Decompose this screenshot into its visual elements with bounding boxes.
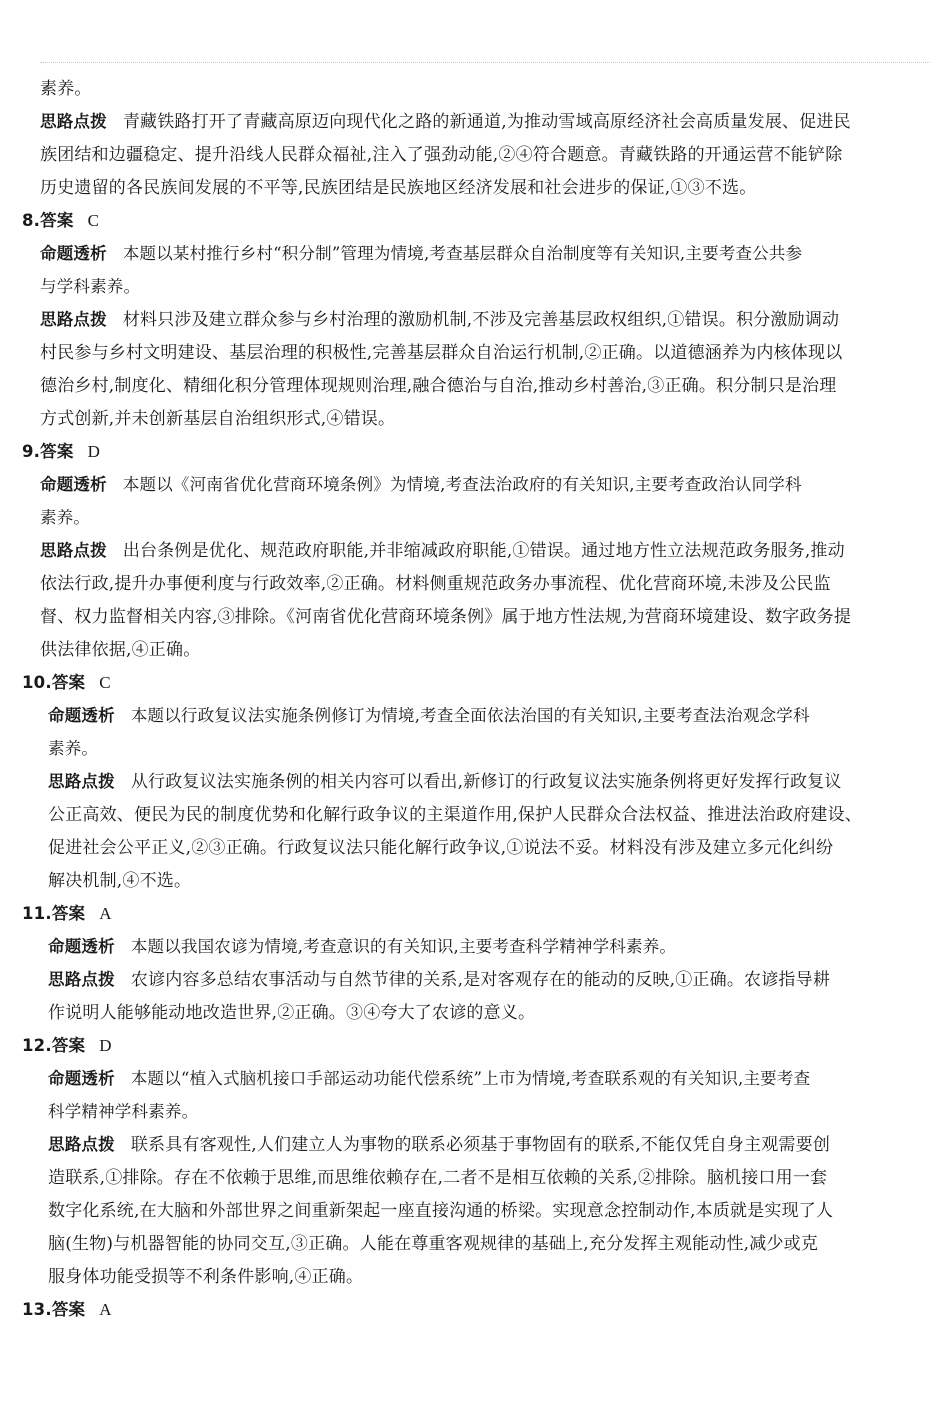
thinking-line — [40, 177, 930, 199]
paragraph-line: 素养。 — [40, 79, 92, 99]
intent-line — [48, 1101, 930, 1123]
thinking-line — [48, 1266, 930, 1288]
answer-header — [22, 903, 912, 925]
paragraph-line: 本题以行政复议法实施条例修订为情境,考查全面依法治国的有关知识,主要考查法治观念学科 — [130, 706, 810, 725]
question-number: 12. — [22, 1036, 52, 1055]
intent-label: 命题透析 — [48, 937, 115, 956]
answer-choice: C — [99, 673, 111, 692]
thinking-line — [40, 606, 930, 628]
answer-header — [22, 1299, 912, 1321]
paragraph-line: 造联系,①排除。存在不依赖于思维,而思维依赖存在,二者不是相互依赖的关系,②排除。脑机接口用一套 — [48, 1168, 828, 1188]
intent-line — [40, 507, 930, 529]
thinking-line — [48, 969, 930, 991]
paragraph-line: 方式创新,并未创新基层自治组织形式,④错误。 — [40, 409, 396, 429]
thinking-line — [48, 1134, 930, 1156]
intent-line — [48, 936, 930, 958]
paragraph-line: 本题以某村推行乡村“积分制”管理为情境,考查基层群众自治制度等有关知识,主要考查公共参 — [122, 244, 803, 263]
intent-label: 命题透析 — [48, 706, 115, 725]
paragraph-line: 数字化系统,在大脑和外部世界之间重新架起一座直接沟通的桥梁。实现意念控制动作,本质就是实现了人 — [48, 1201, 834, 1221]
paragraph-line: 服身体功能受损等不利条件影响,④正确。 — [48, 1267, 364, 1287]
thinking-line — [40, 540, 930, 562]
paragraph-line: 脑(生物)与机器智能的协同交互,③正确。人能在尊重客观规律的基础上,充分发挥主观能动性,减少或克 — [48, 1234, 819, 1254]
paragraph-line: 依法行政,提升办事便利度与行政效率,②正确。材料侧重规范政务办事流程、优化营商环境,未涉及公民监 — [40, 574, 831, 594]
intent-line — [48, 738, 930, 760]
paragraph-line: 农谚内容多总结农事活动与自然节律的关系,是对客观存在的能动的反映,①正确。农谚指导耕 — [130, 970, 831, 990]
thinking-line — [40, 111, 930, 133]
paragraph-line: 促进社会公平正义,②③正确。行政复议法只能化解行政争议,①说法不妥。材料没有涉及建立多元化纠纷 — [48, 838, 834, 858]
answer-label: 答案 — [51, 1036, 86, 1055]
intent-label: 命题透析 — [40, 244, 107, 263]
page-top-rule — [40, 62, 930, 67]
paragraph-line: 解决机制,④不选。 — [48, 871, 192, 891]
answer-choice: D — [87, 442, 101, 461]
paragraph-line: 素养。 — [48, 739, 99, 758]
question-number: 11. — [22, 904, 52, 923]
paragraph-line: 德治乡村,制度化、精细化积分管理体现规则治理,融合德治与自治,推动乡村善治,③正确。积分制只是治理 — [40, 376, 837, 396]
thinking-label: 思路点拨 — [48, 772, 115, 791]
answer-choice: D — [99, 1036, 112, 1055]
question-number: 9. — [22, 442, 41, 461]
paragraph-line: 出台条例是优化、规范政府职能,并非缩减政府职能,①错误。通过地方性立法规范政务服务,推动 — [122, 541, 845, 561]
thinking-line — [40, 639, 930, 661]
answer-header — [22, 441, 912, 463]
thinking-line — [40, 408, 930, 430]
answer-choice: C — [87, 211, 100, 230]
paragraph-line: 村民参与乡村文明建设、基层治理的积极性,完善基层群众自治运行机制,②正确。以道德涵养为内核体现以 — [40, 343, 843, 363]
question-number: 13. — [22, 1300, 52, 1319]
answer-choice: A — [99, 904, 112, 923]
answer-label: 答案 — [40, 211, 74, 230]
paragraph-line: 公正高效、便民为民的制度优势和化解行政争议的主渠道作用,保护人民群众合法权益、推进法治政府建设、 — [48, 805, 863, 825]
thinking-label: 思路点拨 — [48, 970, 115, 989]
thinking-line — [48, 837, 930, 859]
thinking-line — [40, 309, 930, 331]
answer-header — [22, 1035, 912, 1057]
paragraph-line: 作说明人能够能动地改造世界,②正确。③④夸大了农谚的意义。 — [48, 1003, 536, 1023]
paragraph-line: 从行政复议法实施条例的相关内容可以看出,新修订的行政复议法实施条例将更好发挥行政复议 — [130, 772, 842, 792]
thinking-label: 思路点拨 — [40, 310, 107, 329]
paragraph-line: 素养。 — [40, 508, 91, 527]
intent-line — [40, 243, 930, 265]
answer-header — [22, 210, 912, 232]
paragraph-line: 历史遗留的各民族间发展的不平等,民族团结是民族地区经济发展和社会进步的保证,①③不选。 — [40, 178, 757, 198]
thinking-line — [48, 1002, 930, 1024]
answer-label: 答案 — [40, 442, 74, 461]
thinking-line — [48, 1167, 930, 1189]
thinking-line — [48, 1200, 930, 1222]
paragraph-line: 科学精神学科素养。 — [48, 1102, 199, 1121]
answer-header — [22, 672, 912, 694]
paragraph-line: 青藏铁路打开了青藏高原迈向现代化之路的新通道,为推动雪域高原经济社会高质量发展、促进民 — [122, 112, 851, 132]
paragraph-line: 材料只涉及建立群众参与乡村治理的激励机制,不涉及完善基层政权组织,①错误。积分激励调动 — [122, 310, 840, 330]
intent-line — [40, 276, 930, 298]
paragraph-line: 供法律依据,④正确。 — [40, 640, 201, 660]
answer-choice: A — [99, 1300, 112, 1319]
thinking-label: 思路点拨 — [40, 112, 107, 131]
thinking-line — [48, 870, 930, 892]
intent-line — [48, 705, 930, 727]
intent-line — [40, 474, 930, 496]
paragraph-line: 本题以“植入式脑机接口手部运动功能代偿系统”上市为情境,考查联系观的有关知识,主要考查 — [130, 1069, 811, 1088]
thinking-line — [40, 375, 930, 397]
answer-label: 答案 — [51, 1300, 86, 1319]
thinking-line — [48, 804, 930, 826]
question-number: 8. — [22, 211, 41, 230]
thinking-label: 思路点拨 — [40, 541, 107, 560]
answer-label: 答案 — [51, 673, 86, 692]
thinking-line — [40, 144, 930, 166]
thinking-line — [40, 573, 930, 595]
paragraph-line: 与学科素养。 — [40, 277, 141, 296]
answer-label: 答案 — [51, 904, 86, 923]
thinking-label: 思路点拨 — [48, 1135, 115, 1154]
thinking-line — [48, 771, 930, 793]
continued-text — [40, 78, 930, 100]
paragraph-line: 联系具有客观性,人们建立人为事物的联系必须基于事物固有的联系,不能仅凭自身主观需要创 — [130, 1135, 831, 1155]
paragraph-line: 督、权力监督相关内容,③排除。《河南省优化营商环境条例》属于地方性法规,为营商环境建设、数字政务提 — [40, 607, 852, 627]
thinking-line — [48, 1233, 930, 1255]
paragraph-line: 本题以《河南省优化营商环境条例》为情境,考查法治政府的有关知识,主要考查政治认同学科 — [122, 475, 802, 494]
paragraph-line: 族团结和边疆稳定、提升沿线人民群众福祉,注入了强劲动能,②④符合题意。青藏铁路的开通运营不能铲除 — [40, 145, 843, 165]
question-number: 10. — [22, 673, 52, 692]
intent-label: 命题透析 — [40, 475, 107, 494]
intent-line — [48, 1068, 930, 1090]
paragraph-line: 本题以我国农谚为情境,考查意识的有关知识,主要考查科学精神学科素养。 — [130, 937, 677, 956]
thinking-line — [40, 342, 930, 364]
intent-label: 命题透析 — [48, 1069, 115, 1088]
